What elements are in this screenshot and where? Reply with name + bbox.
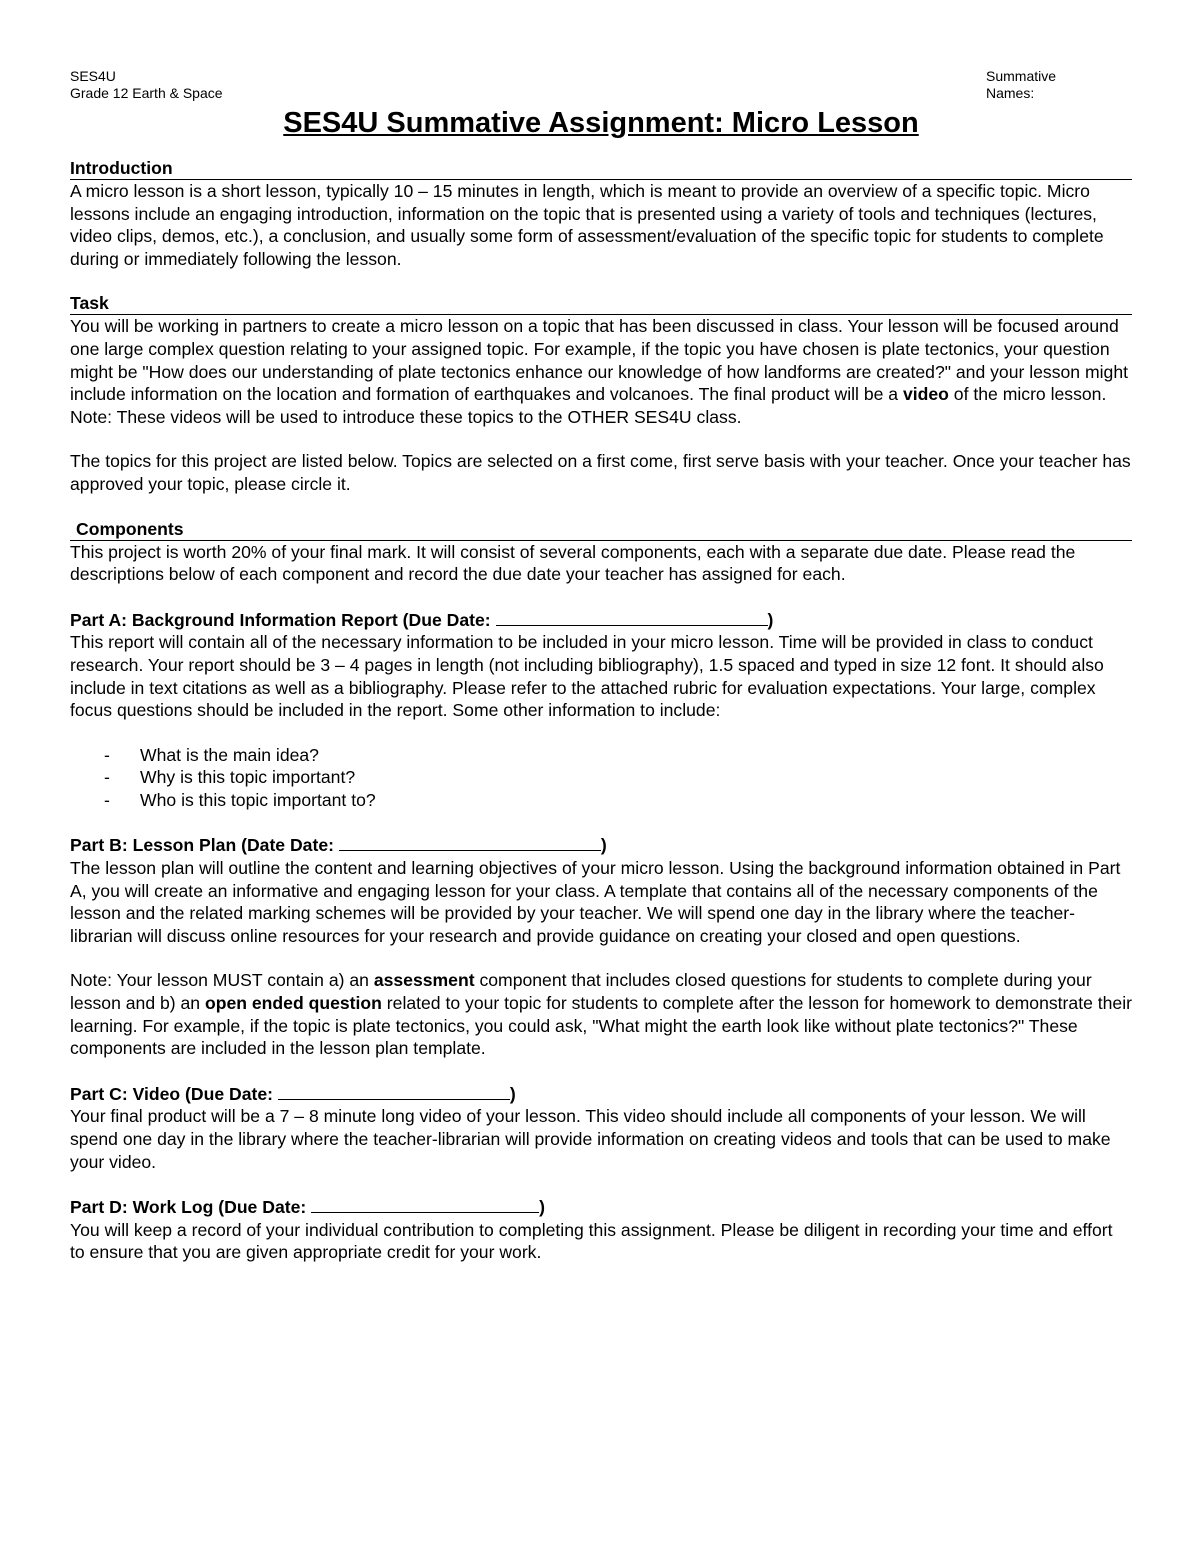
list-item-text: What is the main idea? (140, 744, 319, 765)
components-heading (70, 518, 1132, 541)
header-left (70, 68, 470, 102)
doc-type: Summative (986, 68, 1057, 84)
part-b-note (70, 969, 1132, 1059)
task-text-bold: video (902, 384, 949, 405)
part-a-heading-text: Part A: Background Information Report (Due Date: (70, 609, 496, 630)
part-c-text: Your final product will be a 7 – 8 minute long video of your lesson. This video should include all components of your lesson. We will spend one day in the library where the teacher-librarian will provide information on creating videos and tools that can be used to make your video. (70, 1106, 1111, 1172)
part-b-due-date-blank[interactable] (339, 833, 601, 851)
task-text-a: You will be working in partners to create a micro lesson on a topic that has been discussed in class. Your lesson will be focused around one large complex question relating to your assigned topic. For example, if the topic you have chosen is plate tectonics, your question might be "How does our understanding of plate tectonics enhance our knowledge of how landforms are created?" and your lesson might include information on the location and formation of earthquakes and volcanoes. The final product will be a (70, 316, 1128, 405)
components-text: This project is worth 20% of your final mark. It will consist of several components, each with a separate due date. Please read the descriptions below of each component and record the due date your teacher has assigned for each. (70, 541, 1076, 585)
part-c-heading (70, 1082, 1132, 1106)
task-paragraph-2: The topics for this project are listed below. Topics are selected on a first come, first serve basis with your teacher. Once your teacher has approved your topic, please circle it. (70, 451, 1131, 494)
part-a-heading-close: ) (767, 609, 774, 630)
task-paragraph-1 (70, 315, 1132, 428)
part-a-bullet-list (70, 744, 1132, 812)
part-b-note-b: component that includes closed questions for students to complete during your lesson and b) an (70, 970, 1092, 1014)
list-item-text: Who is this topic important to? (140, 789, 376, 810)
part-b-heading (70, 833, 1132, 857)
page-header (70, 68, 1132, 102)
page-title: SES4U Summative Assignment: Micro Lesson (283, 107, 919, 139)
part-a-heading (70, 608, 1132, 632)
course-code: SES4U (70, 68, 116, 84)
part-b-note-a: Note: Your lesson MUST contain a) an (70, 970, 374, 991)
part-b-note-bold-1: assessment (373, 970, 475, 991)
components-heading-text: Components (76, 518, 184, 539)
part-d-due-date-blank[interactable] (311, 1195, 539, 1213)
dash-bullet: - (104, 789, 110, 810)
part-a-text: This report will contain all of the necessary information to be included in your micro lesson. Time will be provided in class to conduct research. Your report should be 3 – 4 pages in length (not including bibliography), 1.5 spaced and typed in size 12 font. It should also include in text citations as well as a bibliography. Please refer to the attached rubric for evaluation expectations. Your large, complex focus questions should be included in the report. Some other information to include: (70, 632, 1104, 721)
course-name: Grade 12 Earth & Space (70, 85, 223, 101)
introduction-text: A micro lesson is a short lesson, typically 10 – 15 minutes in length, which is meant to provide an overview of a specific topic. Micro lessons include an engaging introduction, information on the topic that is presented using a variety of tools and techniques (lectures, video clips, demos, etc.), a conclusion, and usually some form of assessment/evaluation of the specific topic for students to complete during or immediately following the lesson. (70, 181, 1104, 269)
document-body (70, 68, 1132, 1264)
task-heading: Task (70, 292, 1132, 315)
dash-bullet: - (104, 744, 110, 765)
part-b-note-c: related to your topic for students to complete after the lesson for homework to demonstrate their learning. For example, if the topic is plate tectonics, you could ask, "What might the earth look like without plate tectonics?" These components are included in the lesson plan template. (70, 993, 1132, 1059)
part-b-note-bold-2: open ended question (204, 993, 382, 1014)
part-a-due-date-blank[interactable] (496, 608, 768, 626)
header-right (986, 68, 1132, 102)
list-item-text: Why is this topic important? (140, 767, 356, 788)
part-c-due-date-blank[interactable] (278, 1082, 510, 1100)
names-label: Names: (986, 85, 1035, 101)
part-d-text: You will keep a record of your individual contribution to completing this assignment. Please be diligent in recording your time and effort to ensure that you are given appropriate credit for your work. (70, 1219, 1113, 1263)
list-item (70, 789, 1132, 812)
task-text-b: of the micro lesson. Note: These videos will be used to introduce these topics to the OTHER SES4U class. (70, 384, 1107, 427)
dash-bullet: - (104, 767, 110, 788)
list-item (70, 766, 1132, 789)
introduction-heading: Introduction (70, 157, 1132, 180)
part-d-heading (70, 1195, 1132, 1219)
part-c-heading-close: ) (509, 1083, 516, 1104)
part-c-heading-text: Part C: Video (Due Date: (70, 1083, 278, 1104)
part-b-text: The lesson plan will outline the content and learning objectives of your micro lesson. Using the background information obtained in Part A, you will create an informative and engaging lesson for your class. A template that contains all of the necessary components of the lesson and the related marking schemes will be provided by your teacher. We will spend one day in the library where the teacher-librarian will discuss online resources for your research and provide guidance on creating your closed and open questions. (70, 858, 1121, 946)
part-d-heading-text: Part D: Work Log (Due Date: (70, 1197, 312, 1218)
part-b-heading-text: Part B: Lesson Plan (Date Date: (70, 835, 339, 856)
part-b-heading-close: ) (600, 835, 607, 856)
part-d-heading-close: ) (539, 1197, 545, 1218)
list-item (70, 744, 1132, 767)
